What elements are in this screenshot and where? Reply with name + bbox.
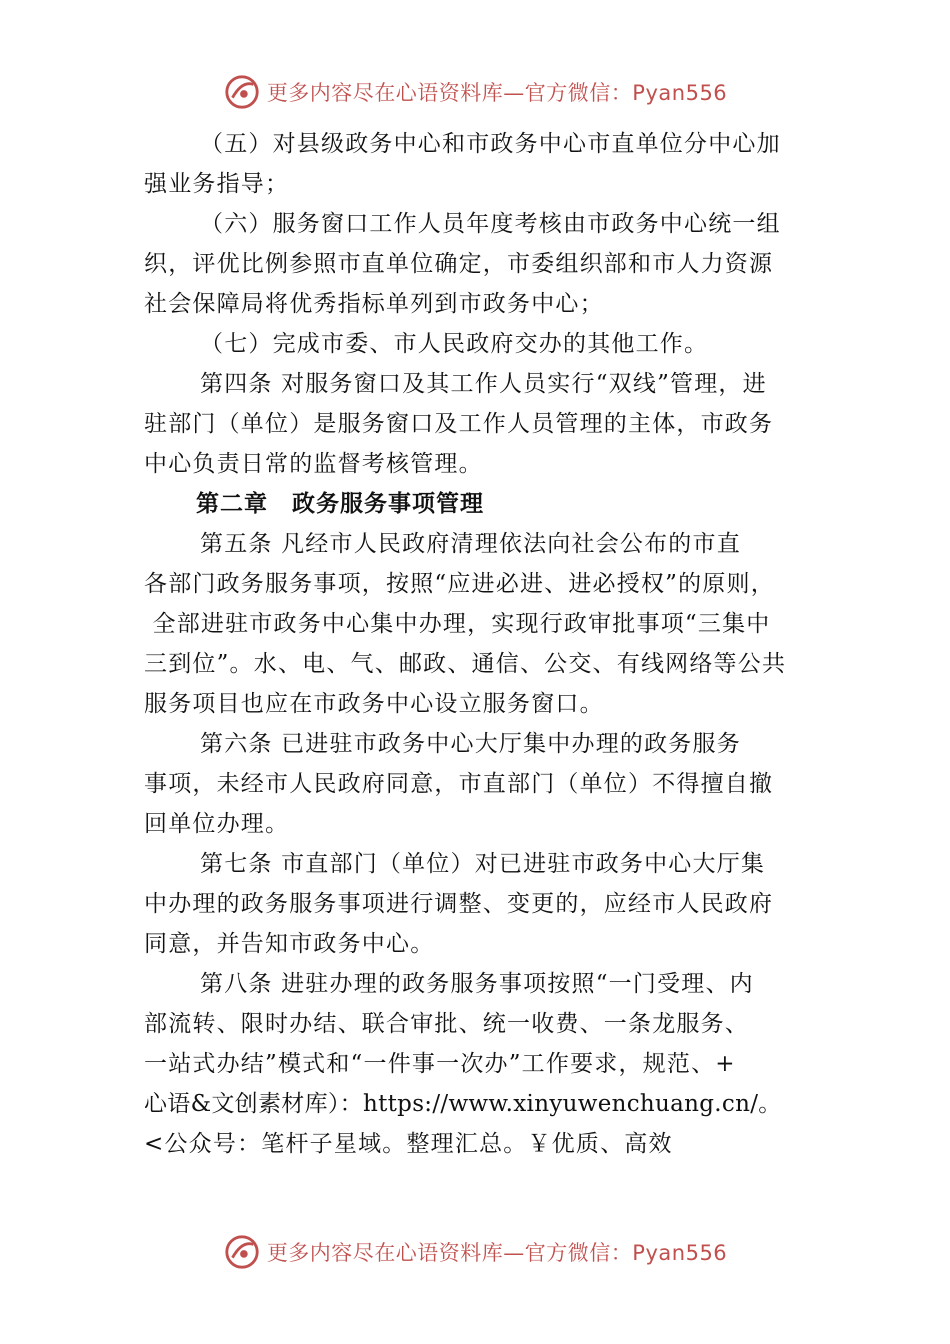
text-line: 社会保障局将优秀指标单列到市政务中心； <box>144 291 604 317</box>
text-line: 事项，未经市人民政府同意，市直部门（单位）不得擅自撤 <box>144 771 774 797</box>
header-banner <box>0 72 950 112</box>
document-body <box>144 124 812 1164</box>
text-line: 心语&文创素材库）：https://www.xinyuwenchuang.cn/。 <box>144 1091 782 1117</box>
text-line: 中办理的政务服务事项进行调整、变更的，应经市人民政府 <box>144 891 774 917</box>
footer-banner <box>0 1232 950 1272</box>
text-line: （七）完成市委、市人民政府交办的其他工作。 <box>200 331 709 357</box>
text-line: 第八条 进驻办理的政务服务事项按照“一门受理、内 <box>200 971 754 997</box>
header-banner-text: 更多内容尽在心语资料库—官方微信：Pyan556 <box>266 81 728 105</box>
text-line: 一站式办结”模式和“一件事一次办”工作要求，规范、+ <box>144 1051 736 1077</box>
text-line: 同意，并告知市政务中心。 <box>144 931 435 957</box>
footer-banner-text: 更多内容尽在心语资料库—官方微信：Pyan556 <box>266 1241 728 1265</box>
text-line: 中心负责日常的监督考核管理。 <box>144 451 483 477</box>
text-line: 织，评优比例参照市直单位确定，市委组织部和市人力资源 <box>144 251 774 277</box>
brand-logo-icon <box>223 1233 261 1271</box>
text-line: 第六条 已进驻市政务中心大厅集中办理的政务服务 <box>200 731 741 757</box>
text-line: 服务项目也应在市政务中心设立服务窗口。 <box>144 691 604 717</box>
text-line: 第七条 市直部门（单位）对已进驻市政务中心大厅集 <box>200 851 766 877</box>
text-line: 回单位办理。 <box>144 811 290 837</box>
text-line: 第五条 凡经市人民政府清理依法向社会公布的市直 <box>200 531 741 557</box>
text-line: 第四条 对服务窗口及其工作人员实行“双线”管理，进 <box>200 371 767 397</box>
text-line: 全部进驻市政务中心集中办理，实现行政审批事项“三集中 <box>144 611 771 637</box>
text-line: <公众号：笔杆子星域。整理汇总。￥优质、高效 <box>144 1131 673 1157</box>
text-line: 驻部门（单位）是服务窗口及工作人员管理的主体，市政务 <box>144 411 774 437</box>
brand-logo-icon <box>223 73 261 111</box>
text-line: 各部门政务服务事项，按照“应进必进、进必授权”的原则， <box>144 571 775 597</box>
text-line: 强业务指导； <box>144 171 290 197</box>
text-line: （五）对县级政务中心和市政务中心市直单位分中心加 <box>200 131 781 157</box>
text-line: 部流转、限时办结、联合审批、统一收费、一条龙服务、 <box>144 1011 749 1037</box>
text-line: 三到位”。水、电、气、邮政、通信、公交、有线网络等公共 <box>144 651 787 677</box>
text-line: （六）服务窗口工作人员年度考核由市政务中心统一组 <box>200 211 781 237</box>
chapter-heading: 第二章 政务服务事项管理 <box>196 491 484 517</box>
